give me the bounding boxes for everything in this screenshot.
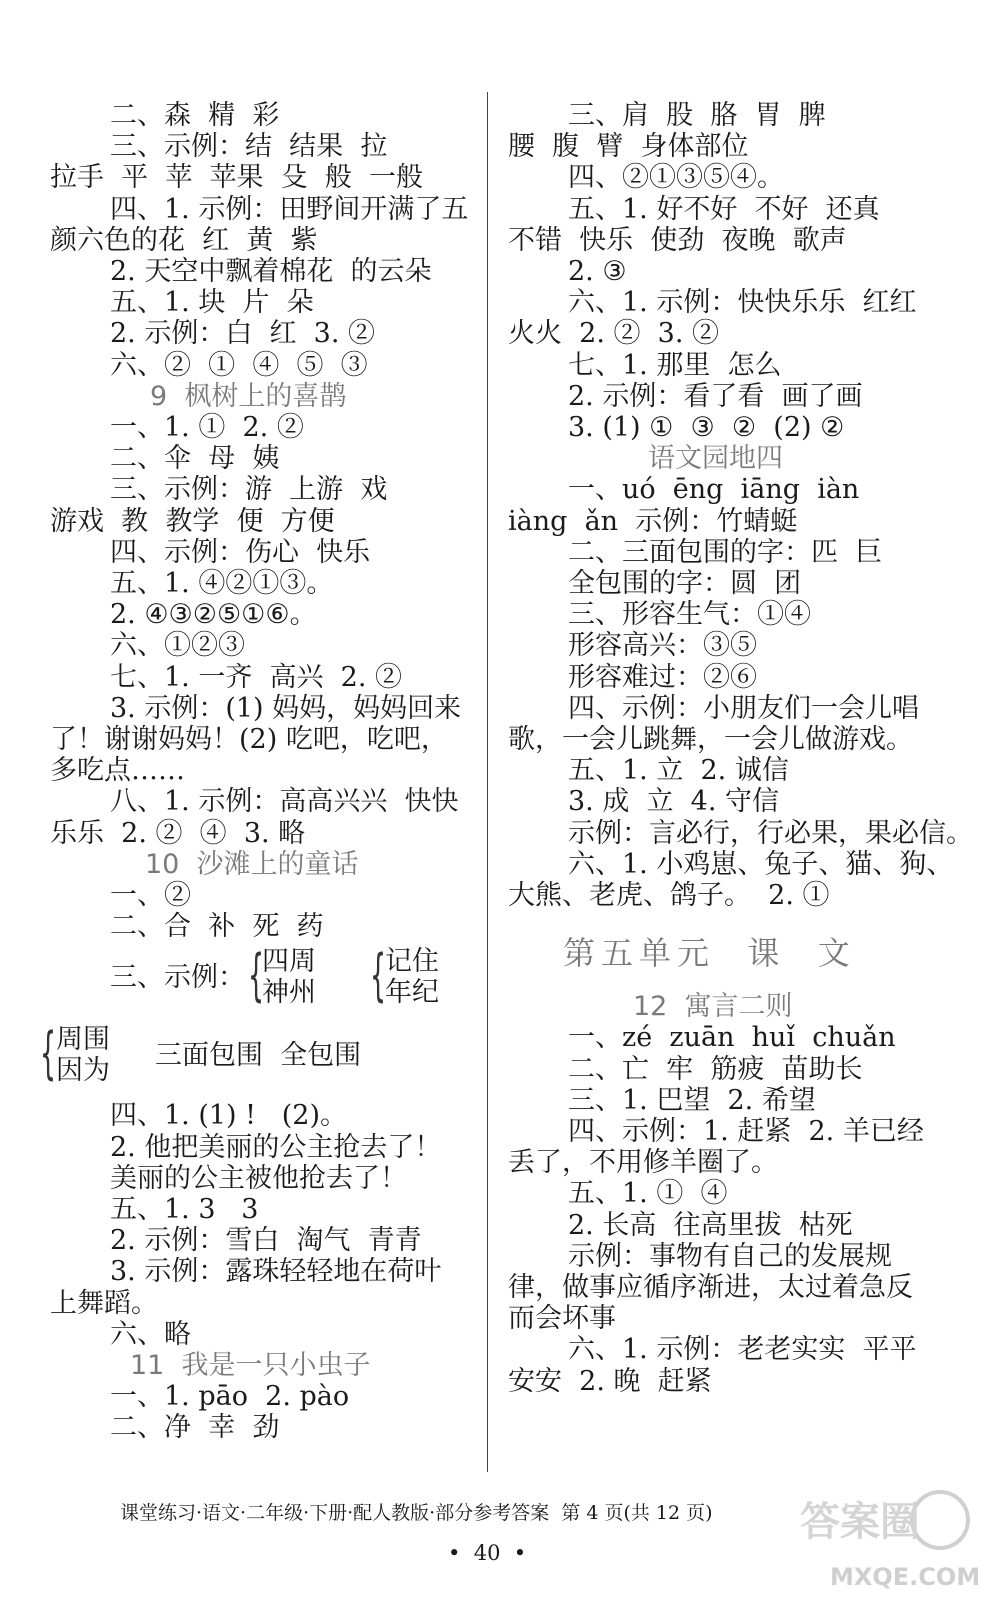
answer-line: 3. 成 立 4. 守信 [568,786,780,818]
answer-line: 2. ③ [568,256,627,287]
answer-line: 二、伞 母 姨 [110,443,280,475]
answer-line: 乐乐 2. ② ④ 3. 略 [50,817,306,849]
column-divider [487,92,488,1472]
unit-heading: 第五单元 课 文 [563,934,856,973]
footer-text: 课堂练习·语文·二年级·下册·配人教版·部分参考答案 第 4 页(共 12 页) [120,1502,713,1524]
answer-line: 2. 示例：雪白 淘气 青青 [110,1225,422,1257]
watermark-top: 答案圈 [800,1499,920,1545]
answer-line: 三、1. 巴望 2. 希望 [568,1084,816,1116]
answer-line: 五、1. 块 片 朵 [110,287,314,319]
section-title: 12 寓言二则 [633,991,793,1023]
answer-line: 二、三面包围的字：匹 巨 [568,536,883,568]
answer-line: 三、肩 股 胳 胃 脾 [568,100,826,131]
answer-line: 六、1. 示例：快快乐乐 红红 [568,287,917,319]
answer-line: 四、示例：伤心 快乐 [110,536,371,568]
answer-line: 一、uó ēng iāng iàn [568,474,860,506]
answer-line: 二、合 补 死 药 [110,911,324,943]
answer-line: 丢了，不用修羊圈了。 [508,1147,778,1179]
answer-line: 不错 快乐 使劲 夜晚 歌声 [508,224,847,256]
answer-line: 五、1. 好不好 不好 还真 [568,193,880,225]
answer-line: 2. 天空中飘着棉花 的云朵 [110,256,432,287]
answer-line: 四、示例：1. 赶紧 2. 羊已经 [568,1116,924,1147]
answer-line: 2. 示例：白 红 3. ② [110,318,376,350]
section-title: 11 我是一只小虫子 [130,1350,371,1381]
answer-line: 五、1. 3 3 [110,1194,259,1225]
watermark-bottom: MXQE.COM [830,1563,980,1591]
answer-line: 三、示例：结 结果 拉 [110,131,388,163]
answer-line: 四、②①③⑤④。 [568,162,784,194]
brace-item: 记住 [385,946,439,978]
section-title: 10 沙滩上的童话 [145,848,359,880]
answer-line: 腰 腹 臂 身体部位 [508,131,749,163]
answer-line: 大熊、老虎、鸽子。 2. ① [508,880,830,911]
answer-line: 一、1. ① 2. ② [110,412,304,443]
answer-line: 三、形容生气：①④ [568,599,811,631]
answer-line: 四、示例：小朋友们一会儿唱 [568,692,919,724]
answer-line: 一、1. pāo 2. pào [110,1381,350,1413]
answer-line: 3. (1) ① ③ ② (2) ② [568,412,845,443]
answer-line: 了！谢谢妈妈！(2) 吃吧，吃吧， [50,724,448,755]
section-title: 9 枫树上的喜鹊 [150,380,347,412]
answer-line: 二、森 精 彩 [110,100,280,131]
answer-line: 示例：言必行，行必果，果必信。 [568,817,973,849]
answer-line: iàng ǎn 示例：竹蜻蜓 [508,505,798,537]
answer-line: 歌，一会儿跳舞，一会儿做游戏。 [508,724,913,755]
answer-line: 2. 他把美丽的公主抢去了！ [110,1131,442,1163]
brace-desc: 三面包围 全包围 [155,1040,362,1072]
brace-icon: { [370,943,387,1009]
answer-line: 六、1. 示例：老老实实 平平 [568,1334,917,1366]
answer-line: 六、1. 小鸡崽、兔子、猫、狗、 [568,848,954,880]
answer-line: 而会坏事 [508,1303,616,1335]
answer-line: 安安 2. 晚 赶紧 [508,1365,712,1397]
answer-line: 示例：事物有自己的发展规 [568,1240,892,1272]
answer-line: 四、1. 示例：田野间开满了五 [110,193,469,225]
answer-line: 上舞蹈。 [50,1287,158,1319]
answer-line: 六、略 [110,1318,191,1350]
answer-line: 五、1. 立 2. 诚信 [568,755,789,787]
answer-line: 一、② [110,880,191,911]
answer-line: 七、1. 那里 怎么 [568,349,782,381]
answer-line: 六、② ① ④ ⑤ ③ [110,349,368,381]
brace-icon: { [248,943,265,1009]
brace-icon: { [40,1021,57,1087]
answer-line: 全包围的字：圆 团 [568,568,802,599]
answer-line: 形容高兴：③⑤ [568,630,757,662]
answer-line: 八、1. 示例：高高兴兴 快快 [110,786,459,818]
answer-line: 2. 长高 往高里拔 枯死 [568,1209,853,1241]
answer-line: 多吃点…… [50,755,185,787]
answer-line: 七、1. 一齐 高兴 2. ② [110,661,403,693]
answer-line: 二、亡 牢 筋疲 苗助长 [568,1053,863,1085]
answer-line: 律，做事应循序渐进，太过着急反 [508,1272,913,1303]
answer-line: 六、①②③ [110,630,245,662]
answer-line: 一、zé zuān huǐ chuǎn [568,1022,896,1054]
answer-line: 火火 2. ② 3. ② [508,318,720,350]
answer-line: 拉手 平 苹 苹果 殳 般 一般 [50,162,423,194]
answer-line: 三、示例：游 上游 戏 [110,474,388,506]
brace-item: 周围 [56,1024,110,1056]
answer-line: 形容难过：②⑥ [568,661,757,693]
answer-line: 二、净 幸 劲 [110,1412,280,1444]
brace-item: 四周 [262,946,316,978]
answer-line: 2. 示例：看了看 画了画 [568,380,863,412]
section-title: 语文园地四 [648,443,783,475]
answer-line: 五、1. ④②①③。 [110,568,334,599]
watermark-logo [800,1480,980,1595]
answer-line: 五、1. ① ④ [568,1178,728,1210]
answer-line: 3. 示例：(1) 妈妈，妈妈回来 [110,692,462,724]
brace-item: 因为 [56,1055,110,1087]
answer-line: 2. ④③②⑤①⑥。 [110,599,317,631]
answer-line: 美丽的公主被他抢去了！ [110,1162,407,1194]
answer-line: 3. 示例：露珠轻轻地在荷叶 [110,1256,442,1288]
brace-item: 年纪 [385,977,439,1009]
page-number: • 40 • [448,1541,527,1565]
brace-item: 神州 [262,977,316,1009]
answer-line: 游戏 教 教学 便 方便 [50,505,335,537]
answer-line: 四、1. (1) ! (2)。 [110,1100,348,1132]
brace-prefix: 三、示例： [110,962,245,994]
answer-line: 颜六色的花 红 黄 紫 [50,224,318,256]
